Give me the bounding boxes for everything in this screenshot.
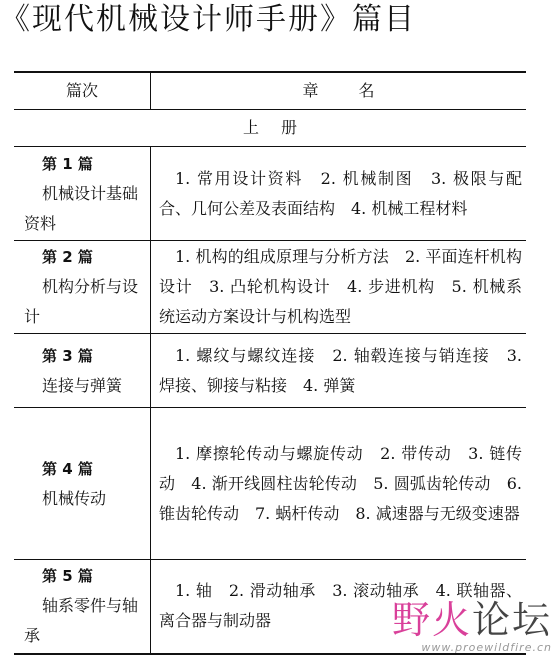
part-number: 第 3 篇: [42, 346, 93, 365]
volume-label: 上册: [14, 110, 526, 147]
part-cell: [14, 241, 151, 334]
header-chapter-column: 章名: [151, 72, 527, 110]
watermark-logo-part-a: 野火: [391, 598, 472, 642]
watermark-logo-part-b: 论坛: [471, 598, 552, 642]
part-name: 轴系零件与轴承: [24, 596, 139, 646]
part-cell: [14, 334, 151, 408]
part-name: 机构分析与设计: [24, 277, 139, 326]
part-cell: [14, 560, 151, 654]
part-cell: [14, 408, 151, 560]
part-name: 连接与弹簧: [42, 375, 123, 395]
table-row: [14, 560, 526, 654]
part-number: 第 5 篇: [42, 567, 93, 586]
chapter-list: 1. 摩擦轮传动与螺旋传动 2. 带传动 3. 链传动 4. 渐开线圆柱齿轮传动 5. 圆弧齿轮传动 6. 锥齿轮传动 7. 蜗杆传动 8. 减速器与无级变速器: [151, 408, 527, 560]
part-number: 第 4 篇: [42, 459, 93, 478]
contents-table: [14, 71, 526, 655]
part-number: 第 2 篇: [42, 248, 93, 266]
header-part-column: 篇次: [14, 72, 151, 110]
table-row: [14, 408, 526, 560]
chapter-list: 1. 常用设计资料 2. 机械制图 3. 极限与配合、几何公差及表面结构 4. 机械工程材料: [151, 147, 527, 241]
part-number: 第 1 篇: [42, 154, 93, 173]
document-title: 《现代机械设计师手册》篇目: [0, 2, 416, 37]
chapter-list: 1. 轴 2. 滑动轴承 3. 滚动轴承 4. 联轴器、离合器与制动器: [151, 560, 527, 654]
table-row: [14, 241, 526, 334]
watermark-url: www.proewildfire.cn: [421, 641, 552, 654]
table-row: [14, 147, 526, 241]
table-row: [14, 334, 526, 408]
chapter-list: 1. 机构的组成原理与分析方法 2. 平面连杆机构设计 3. 凸轮机构设计 4. 步进机构 5. 机械系统运动方案设计与机构选型: [151, 241, 527, 334]
part-name: 机械传动: [42, 488, 107, 508]
table-header-row: [14, 72, 526, 110]
part-cell: [14, 147, 151, 241]
volume-row: [14, 110, 526, 147]
part-name: 机械设计基础资料: [24, 183, 139, 233]
chapter-list: 1. 螺纹与螺纹连接 2. 轴毂连接与销连接 3. 焊接、铆接与粘接 4. 弹簧: [151, 334, 527, 408]
